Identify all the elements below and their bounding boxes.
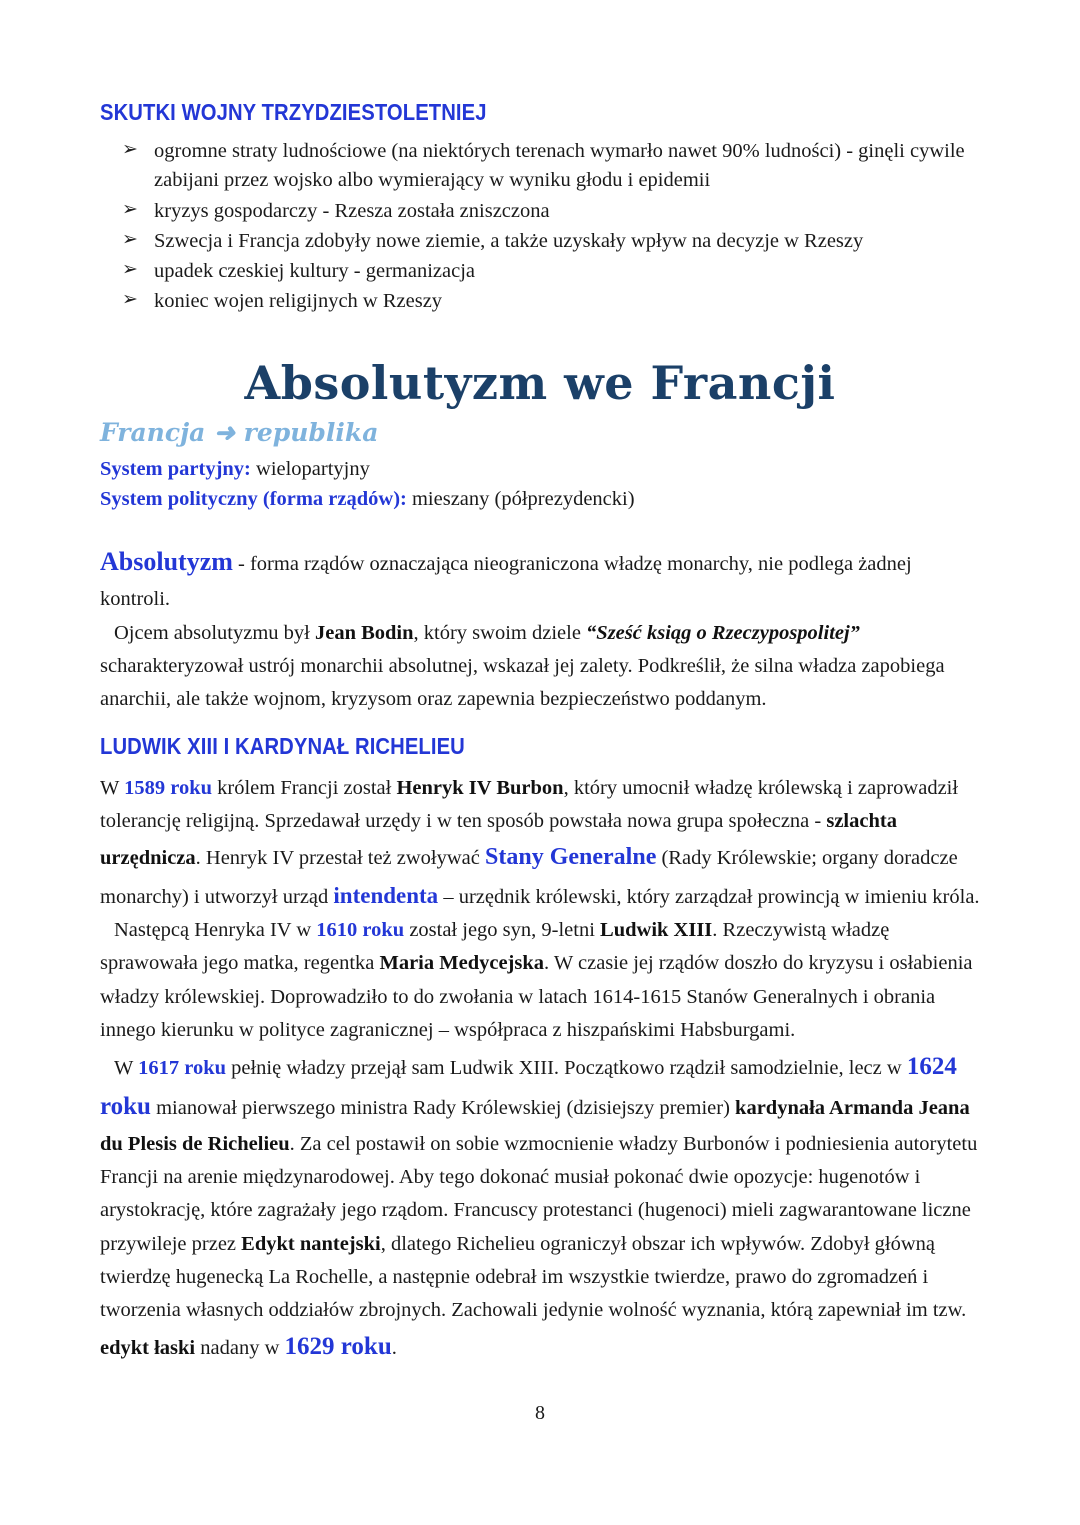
- system-polityczny-line: [100, 485, 980, 513]
- system-polityczny-label: System polityczny (forma rządów):: [100, 488, 407, 511]
- p3-s4: . Za cel postawił on sobie wzmocnienie władzy Burbonów i podniesienia autorytetu Francji na arenie międzynarodowej. Aby tego dokonać musiał pokonać dwie opozycje: hugenotów i arystokrację, które zagrażały jego rządom. Francuscy protestanci (hugenoci) mieli zagwarantowane liczne przywileje przez: [100, 1132, 978, 1255]
- list-item: [100, 287, 980, 316]
- henryk-iv-burbon-name: Henryk IV Burbon: [396, 776, 564, 799]
- p1-s1: W: [100, 776, 125, 799]
- subtitle-francja-republika: Francja ➜ republika: [100, 417, 379, 447]
- section-heading-skutki-wojny: SKUTKI WOJNY TRZYDZIESTOLETNIEJ: [100, 99, 487, 125]
- edykt-nantejski-term: Edykt nantejski: [241, 1232, 381, 1255]
- p3-s2: pełnię władzy przejął sam Ludwik XIII. Początkowo rządził samodzielnie, lecz w: [226, 1056, 907, 1079]
- list-item-text: koniec wojen religijnych w Rzeszy: [154, 289, 443, 312]
- list-item-text: Szwecja i Francja zdobyły nowe ziemie, a także uzyskały wpływ na decyzje w Rzeszy: [154, 229, 864, 252]
- p1-s2: królem Francji został: [212, 776, 397, 799]
- system-partyjny-line: [100, 455, 980, 483]
- list-item: [100, 197, 980, 226]
- bodin-work-title: “Sześć ksiąg o Rzeczypospolitej”: [586, 621, 860, 644]
- page-number: 8: [535, 1402, 545, 1424]
- page-content: [100, 100, 980, 1368]
- p2-s2: został jego syn, 9-letni: [404, 919, 601, 942]
- bodin-text-part2: , który swoim dziele: [413, 621, 587, 644]
- intendenta-term: intendenta: [333, 882, 439, 908]
- p1-s3: , który umocnił władzę królewską i zaprowadził tolerancję religijną. Sprzedawał urzędy i w ten sposób powstała nowa grupa społeczna -: [100, 776, 959, 832]
- absolutyzm-definition-text: - forma rządów oznaczająca nieograniczona władzę monarchy, nie podlega żadnej kontroli.: [100, 553, 912, 611]
- ludwik-xiii-name: Ludwik XIII: [600, 919, 713, 942]
- stany-generalne-term: Stany Generalne: [485, 843, 657, 870]
- list-item: [100, 227, 980, 256]
- p1-s5: (Rady Królewskie; organy doradcze monarchy) i utworzył urząd: [100, 846, 958, 908]
- p3-s6: nadany w: [195, 1337, 285, 1360]
- edykt-laski-term: edykt łaski: [100, 1337, 196, 1360]
- arrow-bullet-icon: ➢: [122, 288, 138, 310]
- section-heading-ludwik-richelieu: LUDWIK XIII I KARDYNAŁ RICHELIEU: [100, 733, 465, 760]
- list-item: [100, 257, 980, 286]
- list-item-text: upadek czeskiej kultury - germanizacja: [154, 259, 476, 282]
- absolutyzm-definition-paragraph: [100, 541, 980, 616]
- effects-bullet-list: [100, 137, 980, 316]
- bodin-text-part1: Ojcem absolutyzmu był: [114, 621, 315, 644]
- ludwik-xiii-paragraph: [100, 914, 980, 1047]
- bodin-text-part3: scharakteryzował ustrój monarchii absolutnej, wskazał jej zalety. Podkreślił, że silna władza zapobiega anarchii, ale także wojnom, kryzysom oraz zapewnia bezpieczeństwo poddanym.: [100, 654, 945, 711]
- richelieu-name: kardynała Armanda Jeana du Plesis de Richelieu: [100, 1097, 970, 1155]
- henryk-iv-paragraph: [100, 772, 980, 915]
- year-1624: 1624 roku: [100, 1052, 957, 1121]
- richelieu-paragraph: [100, 1047, 980, 1368]
- year-1610: 1610 roku: [316, 919, 405, 942]
- arrow-bullet-icon: ➢: [122, 198, 138, 220]
- year-1617: 1617 roku: [138, 1056, 227, 1079]
- list-item: [100, 137, 980, 195]
- arrow-bullet-icon: ➢: [122, 139, 138, 161]
- szlachta-urzednicza-term: szlachta urzędnicza: [100, 809, 897, 869]
- p2-s3: . Rzeczywistą władzę sprawowała jego matka, regentka: [100, 919, 890, 975]
- p2-s4: . W czasie jej rządów doszło do kryzysu i osłabienia władzy królewskiej. Doprowadziło to do zwołania w latach 1614-1615 Stanów Generalnych i obrania innego kierunku w polityce zagranicznej – współpraca z hiszpańskimi Habsburgami.: [100, 952, 973, 1041]
- p2-s1: Następcą Henryka IV w: [114, 919, 317, 942]
- list-item-text: kryzys gospodarczy - Rzesza została zniszczona: [154, 199, 550, 222]
- jean-bodin-paragraph: [100, 617, 980, 717]
- p1-s4: . Henryk IV przestał też zwoływać: [195, 846, 486, 869]
- arrow-bullet-icon: ➢: [122, 258, 138, 280]
- arrow-bullet-icon: ➢: [122, 228, 138, 250]
- p3-s1: W: [114, 1056, 139, 1079]
- system-polityczny-value: mieszany (półprezydencki): [406, 488, 635, 511]
- p3-s5: , dlatego Richelieu ograniczył obszar ich wpływów. Zdobył główną twierdzę hugenecką La Rochelle, a następnie odebrał im wszystkie twierdze, prawo do zgromadzeń i tworzenia własnych oddziałów zbrojnych. Zachowali jedynie wolność wyznania, którą zapewniał im tzw.: [100, 1232, 967, 1321]
- system-partyjny-value: wielopartyjny: [250, 457, 370, 480]
- year-1629: 1629 roku: [284, 1333, 392, 1361]
- absolutyzm-term: Absolutyzm: [100, 547, 233, 577]
- system-partyjny-label: System partyjny:: [100, 457, 251, 480]
- year-1589: 1589 roku: [124, 776, 213, 799]
- p3-s7: .: [391, 1337, 397, 1360]
- page-title: Absolutyzm we Francji: [244, 355, 836, 410]
- maria-medycejska-name: Maria Medycejska: [379, 952, 545, 975]
- jean-bodin-name: Jean Bodin: [314, 621, 414, 644]
- p3-s3: mianował pierwszego ministra Rady Królewskiej (dzisiejszy premier): [150, 1097, 736, 1120]
- p1-s6: – urzędnik królewski, który zarządzał prowincją w imieniu króla.: [438, 885, 980, 908]
- list-item-text: ogromne straty ludnościowe (na niektórych terenach wymarło nawet 90% ludności) - ginęli cywile zabijani przez wojsko albo wymierający w wyniku głodu i epidemii: [154, 140, 965, 192]
